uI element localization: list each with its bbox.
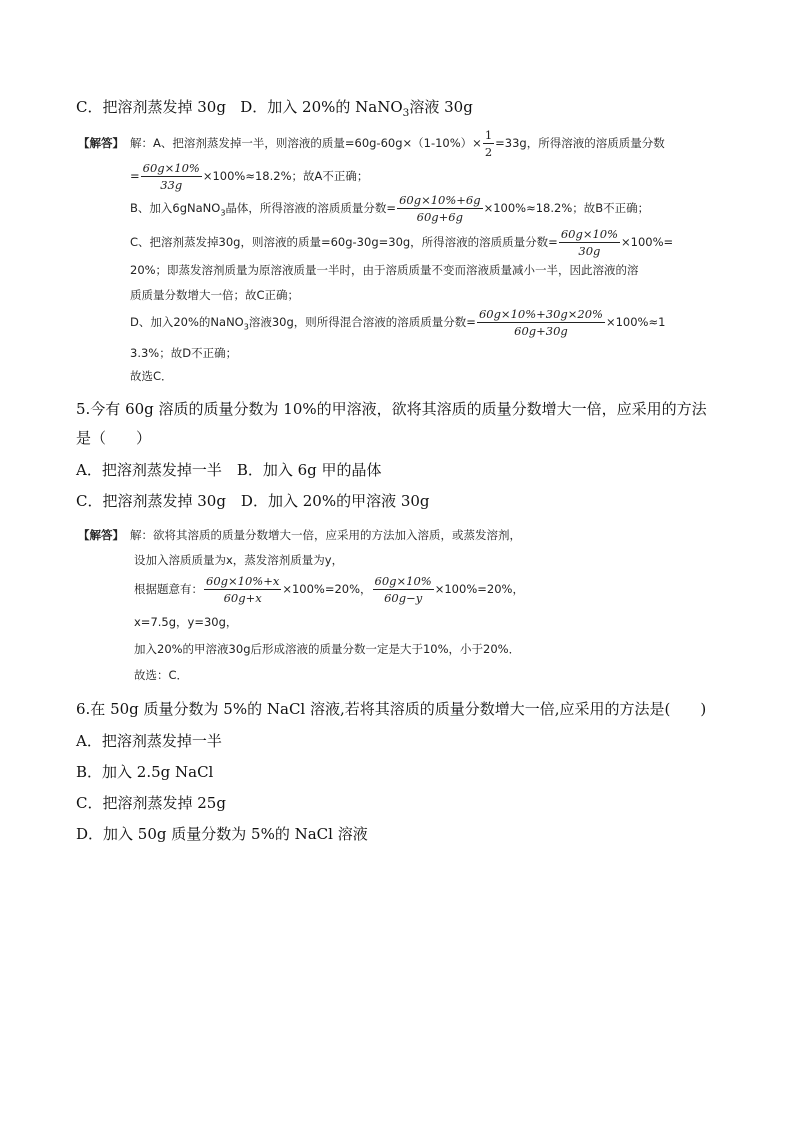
q4-answer-line-3: B、加入6gNaNO$_3$晶体，所得溶液的溶质质量分数= $\frac{60g\times 10\%+6g}{60g+6g}$ ×100%≈18.2%；故B不正确； xyxy=(130,193,650,224)
q4-answer-line-7: D、加入20%的NaNO$_3$溶液30g，则所得混合溶液的溶质质量分数= $\frac{60g\times 10\%+30g\times 20\%}{60g+30g}$ ×100%≈1 xyxy=(130,307,666,338)
q4-options-cd: C．把溶剂蒸发掉 30g D．加入 20%的 NaNO$_3$溶液 30g xyxy=(76,98,473,119)
q4-option-d: D．加入 20%的 NaNO xyxy=(240,98,403,116)
q4-answer-line-9: 故选C． xyxy=(130,369,173,383)
q6-option-d: D．加入 50g 质量分数为 5%的 NaCl 溶液 xyxy=(76,825,368,843)
answer-tag: 【解答】 xyxy=(78,528,124,542)
q4-answer-line-5: 20%；即蒸发溶剂质量为原溶液质量一半时，由于溶质质量不变而溶液质量减小一半，因此溶液的溶 xyxy=(130,263,639,277)
q4-answer-line-2: = $\frac{60g\times 10\%}{33g}$ ×100%≈18.2%；故A不正确； xyxy=(130,161,369,192)
q5-answer-line-1: 解：欲将其溶质的质量分数增大一倍，应采用的方法加入溶质，或蒸发溶剂， xyxy=(130,528,521,542)
q5-answer-line-3: 根据题意有： $\frac{60g\times 10\%+x}{60g+x}$ ×100%=20%， $\frac{60g\times 10\%}{60g-y}$ ×100%=20%， xyxy=(134,574,524,605)
q4-answer-line-1: 解：A、把溶剂蒸发掉一半，则溶液的质量=60g-60g×（1-10%）× $\frac{1}{2}$ =33g，所得溶液的溶质质量分数 xyxy=(130,128,665,159)
q5-answer-line-6: 故选：C． xyxy=(134,668,189,682)
q6-option-b: B．加入 2.5g NaCl xyxy=(76,763,214,781)
q4-option-c: C．把溶剂蒸发掉 30g xyxy=(76,98,226,116)
q4-answer-line-6: 质质量分数增大一倍；故C正确； xyxy=(130,288,300,302)
q5-answer-line-5: 加入20%的甲溶液30g后形成溶液的质量分数一定是大于10%，小于20%． xyxy=(134,642,521,656)
q5-options-ab: A．把溶剂蒸发掉一半 B．加入 6g 甲的晶体 xyxy=(76,461,382,479)
q5-stem-line-2: 是（ ） xyxy=(76,429,152,447)
answer-tag: 【解答】 xyxy=(78,136,124,150)
q5-stem-line-1: 5.今有 60g 溶质的质量分数为 10%的甲溶液，欲将其溶质的质量分数增大一倍，应采用的方法 xyxy=(76,400,707,418)
q4-answer-line-8: 3.3%；故D不正确； xyxy=(130,346,238,360)
q6-option-c: C．把溶剂蒸发掉 25g xyxy=(76,794,226,812)
q4-answer-line-4: C、把溶剂蒸发掉30g，则溶液的质量=60g-30g=30g，所得溶液的溶质质量分数= $\frac{60g\times 10\%}{30g}$ ×100%= xyxy=(130,227,674,258)
q5-answer-line-4: x=7.5g，y=30g， xyxy=(134,615,238,629)
q6-option-a: A．把溶剂蒸发掉一半 xyxy=(76,732,222,750)
q5-options-cd: C．把溶剂蒸发掉 30g D．加入 20%的甲溶液 30g xyxy=(76,492,430,510)
q6-stem: 6.在 50g 质量分数为 5%的 NaCl 溶液,若将其溶质的质量分数增大一倍,应采用的方法是( ) xyxy=(76,700,707,718)
q5-answer-line-2: 设加入溶质质量为x，蒸发溶剂质量为y， xyxy=(134,553,344,567)
